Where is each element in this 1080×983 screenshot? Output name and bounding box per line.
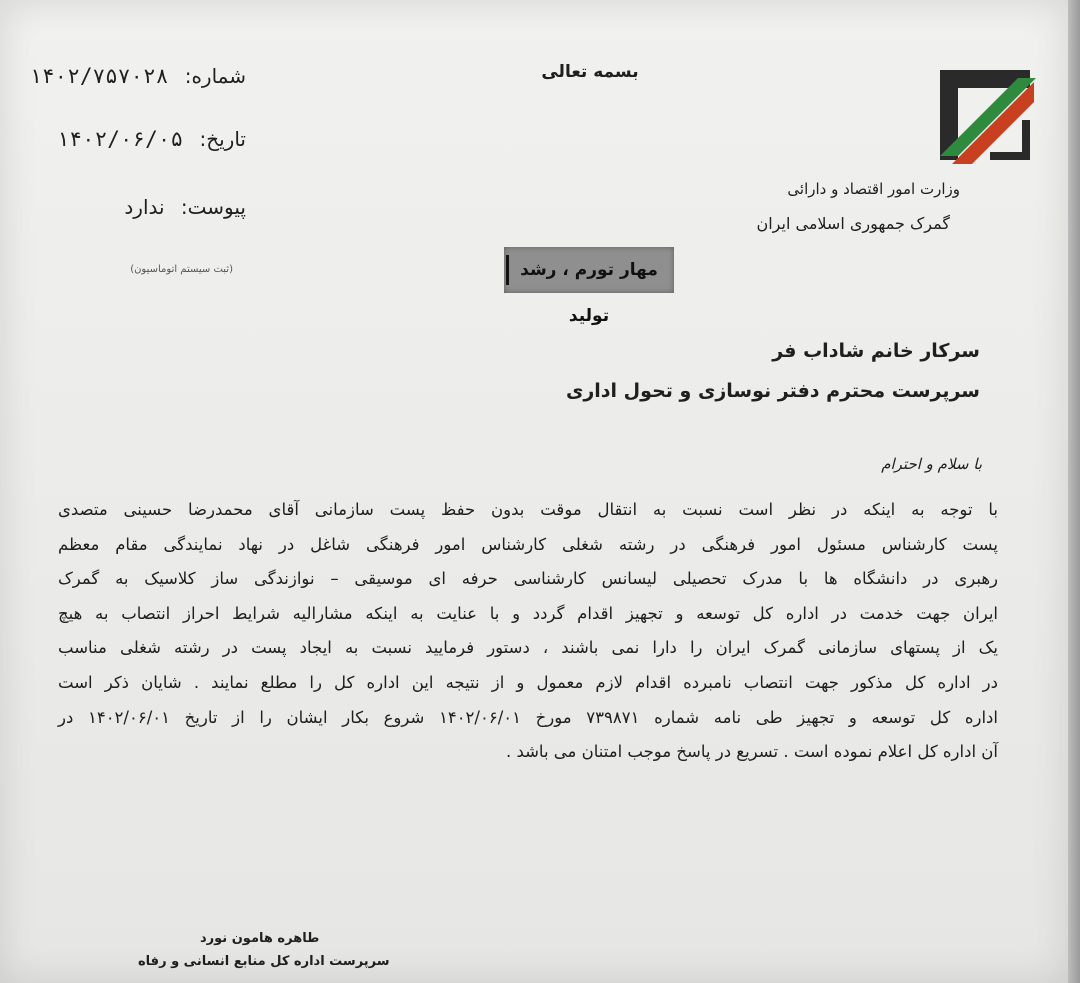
addressee-title: سرپرست محترم دفتر نوسازی و تحول اداری xyxy=(565,380,980,402)
customs-logo-icon xyxy=(930,60,1040,170)
letter-date xyxy=(57,127,246,151)
letter-body xyxy=(58,493,998,770)
greeting-handwritten: با سلام و احترام xyxy=(881,455,982,473)
body-line: با توجه به اینکه در نظر است نسبت به انتقال موقت بدون حفظ پست سازمانی آقای محمدرضا حسینی متصدی xyxy=(58,500,998,519)
body-line: ایران جهت خدمت در اداره کل توسعه و تجهیز اقدام گردد و با عنایت به اینکه مشارالیه شرایط احراز انتصاب به هیچ xyxy=(58,603,998,623)
date-label: تاریخ: xyxy=(199,127,246,151)
number-label: شماره: xyxy=(184,64,246,88)
date-value: ۱۴۰۲/۰۶/۰۵ xyxy=(56,127,184,151)
body-line: آن اداره کل اعلام نموده است . تسریع در پاسخ موجب امتنان می باشد . xyxy=(505,742,998,762)
paper-edge xyxy=(1068,0,1080,983)
ministry-name: وزارت امور اقتصاد و دارائی xyxy=(787,180,960,198)
bismillah-heading: بسمه تعالی xyxy=(541,62,639,82)
customs-name: گمرک جمهوری اسلامی ایران xyxy=(756,214,950,233)
number-value: ۱۴۰۲/۷۵۷۰۲۸ xyxy=(29,64,169,88)
automation-note: (ثبت سیستم اتوماسیون) xyxy=(130,264,233,275)
addressee-name: سرکار خانم شاداب فر xyxy=(772,340,980,362)
body-line: پست کارشناس مسئول امور فرهنگی در رشته شغلی کارشناس امور فرهنگی شاغل در نهاد نمایندگی مقام معظم xyxy=(58,534,998,554)
attachment-value: ندارد xyxy=(124,195,165,219)
stamp-bar xyxy=(506,255,509,285)
slogan-stamp xyxy=(504,247,674,326)
slogan-text: مهار تورم ، رشد تولید xyxy=(520,260,658,326)
body-line: رهبری در دانشگاه ها با مدرک تحصیلی لیسانس کارشناسی حرفه ای موسیقی – نوازندگی ساز کلاسیک به گمرک xyxy=(58,569,998,589)
attachment-label: پیوست: xyxy=(180,195,246,219)
letter-number xyxy=(29,64,246,88)
body-line: یک از پستهای سازمانی گمرک ایران را دارا نمی باشند ، دستور فرمایید نسبت به ایجاد پست در رشته شغلی مناسب xyxy=(58,638,998,658)
body-line: اداره کل توسعه و تجهیز طی نامه شماره ۷۳۹۸۷۱ مورخ ۱۴۰۲/۰۶/۰۱ شروع بکار ایشان را از تاریخ ۱۴۰۲/۰۶/۰۱ در xyxy=(58,707,998,727)
signatory-title: سرپرست اداره کل منابع انسانی و رفاه xyxy=(138,954,390,969)
signatory-name: طاهره هامون نورد xyxy=(200,931,320,946)
letter-attachment xyxy=(124,195,246,219)
body-line: در اداره کل مذکور جهت انتصاب نامبرده اقدام لازم معمول و از نتیجه این اداره کل را مطلع نمایند . شایان ذکر است xyxy=(58,672,998,692)
